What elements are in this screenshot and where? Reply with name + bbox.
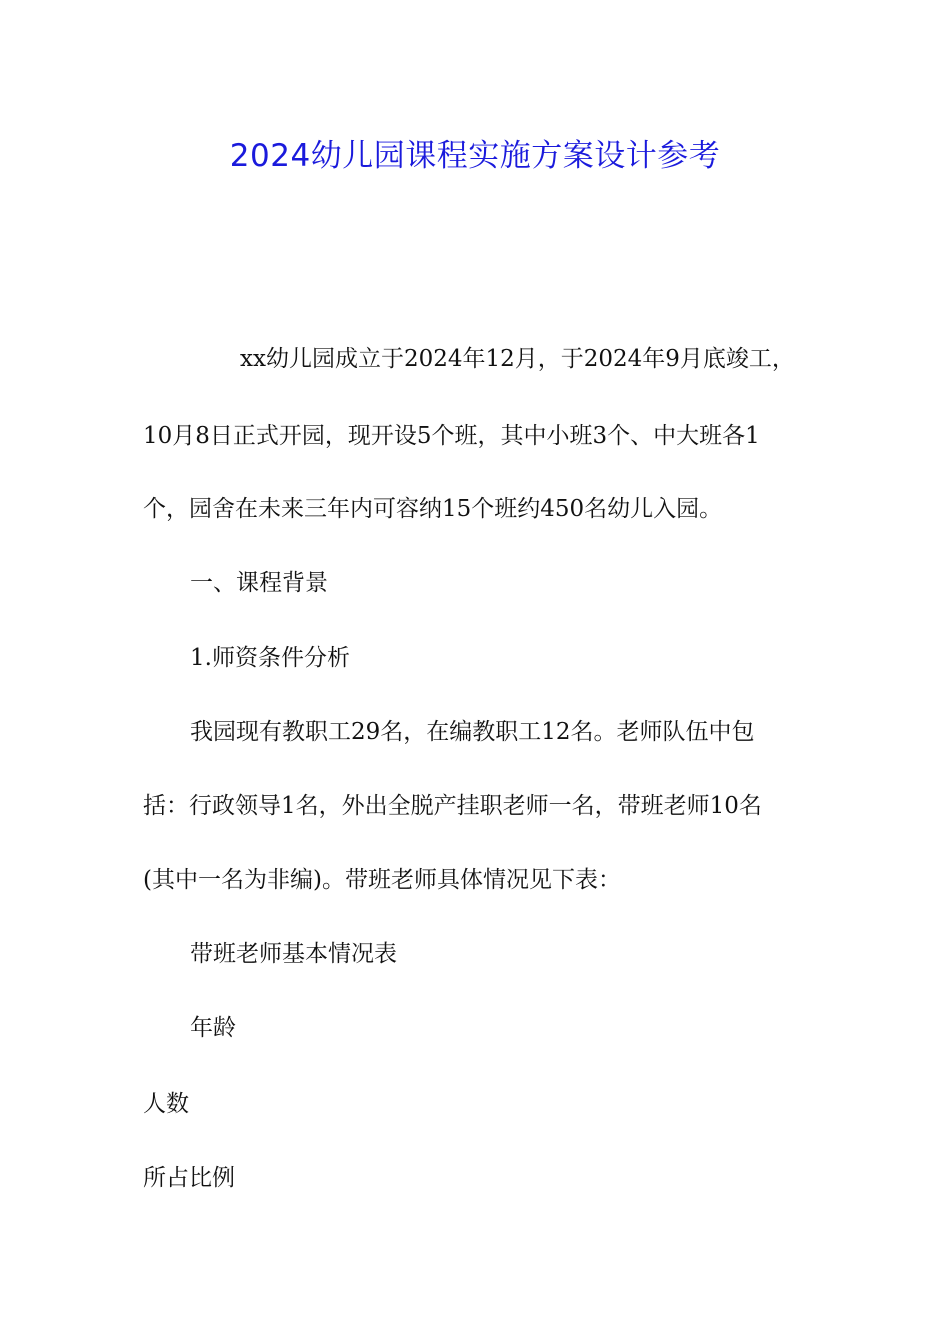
section-heading-course-background: 一、课程背景 (190, 570, 328, 596)
subsection-heading-teacher-analysis: 1.师资条件分析 (190, 645, 350, 671)
paragraph-2-line-2: 括：行政领导1名，外出全脱产挂职老师一名，带班老师10名 (143, 793, 762, 819)
paragraph-1-line-3: 个，园舍在未来三年内可容纳15个班约450名幼儿入园。 (143, 496, 723, 522)
document-title: 2024幼儿园课程实施方案设计参考 (229, 138, 721, 174)
table-header-count: 人数 (143, 1091, 189, 1117)
table-title: 带班老师基本情况表 (190, 941, 397, 967)
paragraph-1-line-1: xx幼儿园成立于2024年12月，于2024年9月底竣工， (240, 346, 795, 372)
paragraph-1-line-2: 10月8日正式开园，现开设5个班，其中小班3个、中大班各1 (143, 423, 760, 449)
paragraph-2-line-1: 我园现有教职工29名，在编教职工12名。老师队伍中包 (190, 719, 755, 745)
paragraph-2-line-3: (其中一名为非编)。带班老师具体情况见下表： (143, 867, 621, 893)
table-header-ratio: 所占比例 (143, 1165, 235, 1191)
table-header-age: 年龄 (190, 1015, 236, 1041)
